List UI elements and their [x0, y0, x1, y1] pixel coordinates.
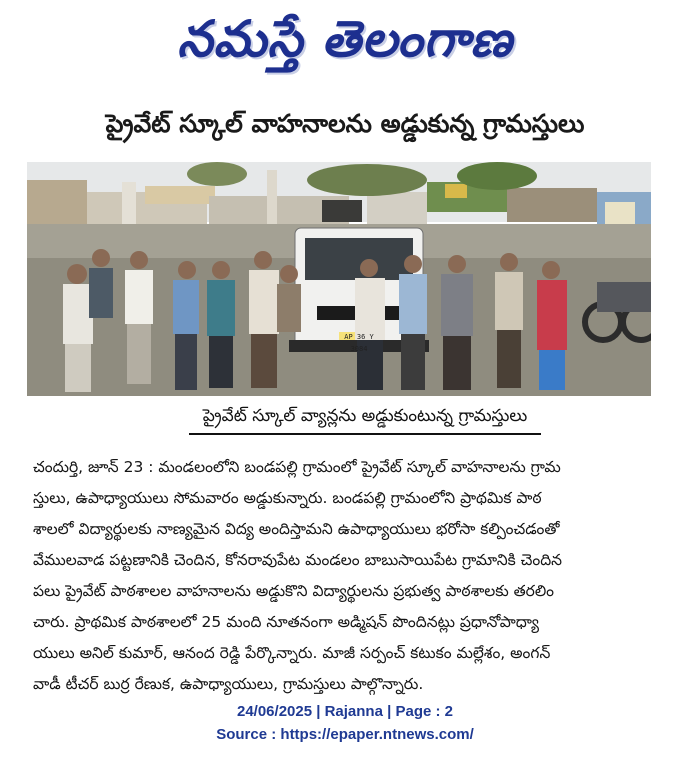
article-body-line: వాడీ టీచర్ బుర్ర రేణుక, ఉపాధ్యాయులు, గ్రామస్తులు పాల్గొన్నారు.: [33, 675, 424, 693]
article-body-line: చందుర్తి, జూన్ 23 : మండలంలోని బండపల్లి గ్రామంలో ప్రైవేట్ స్కూల్ వాహనాలను గ్రామ: [33, 458, 561, 476]
article-body-line: పలు ప్రైవేట్ పాఠశాలల వాహనాలను అడ్డుకొని విద్యార్థులను ప్రభుత్వ పాఠశాలకు తరలిం: [33, 582, 554, 600]
article-body-line: స్తులు, ఉపాధ్యాయులు సోమవారం అడ్డుకున్నారు. బండపల్లి గ్రామంలోని ప్రాథమిక పాఠ: [33, 489, 542, 507]
article-body: [33, 452, 661, 700]
news-photo: [27, 162, 651, 396]
van-number-plate: AP 36 Y 3084: [344, 333, 374, 353]
article-body-line: చారు. ప్రాథమిక పాఠశాలలో 25 మంది నూతనంగా అడ్మిషన్ పొందినట్లు ప్రధానోపాధ్యా: [33, 613, 539, 631]
article-body-line: యులు అనిల్ కుమార్, ఆనంద రెడ్డి పేర్కొన్నారు. మాజీ సర్పంచ్ కటుకం మల్లేశం, అంగన్: [33, 644, 551, 662]
article-body-line: వేములవాడ పట్టణానికి చెందిన, కోనరావుపేట మండలం బాబుసాయిపేట గ్రామానికి చెందిన: [33, 551, 563, 569]
edition-info: 24/06/2025 | Rajanna | Page : 2: [236, 703, 453, 720]
masthead-logo: నమస్తే తెలంగాణ: [177, 9, 513, 68]
footer: [0, 700, 690, 746]
photo-caption: ప్రైవేట్ స్కూల్ వ్యాన్లను అడ్డుకుంటున్న గ్రామస్తులు: [189, 403, 541, 435]
article-body-line: శాలలో విద్యార్థులకు నాణ్యమైన విద్య అందిస్తామని ఉపాధ్యాయులు భరోసా కల్పించడంతో: [33, 520, 560, 538]
article-headline: ప్రైవేట్ స్కూల్ వాహనాలను అడ్డుకున్న గ్రామస్తులు: [105, 109, 585, 138]
news-photo-illustration: [27, 162, 651, 396]
source-link[interactable]: Source : https://epaper.ntnews.com/: [216, 726, 474, 743]
